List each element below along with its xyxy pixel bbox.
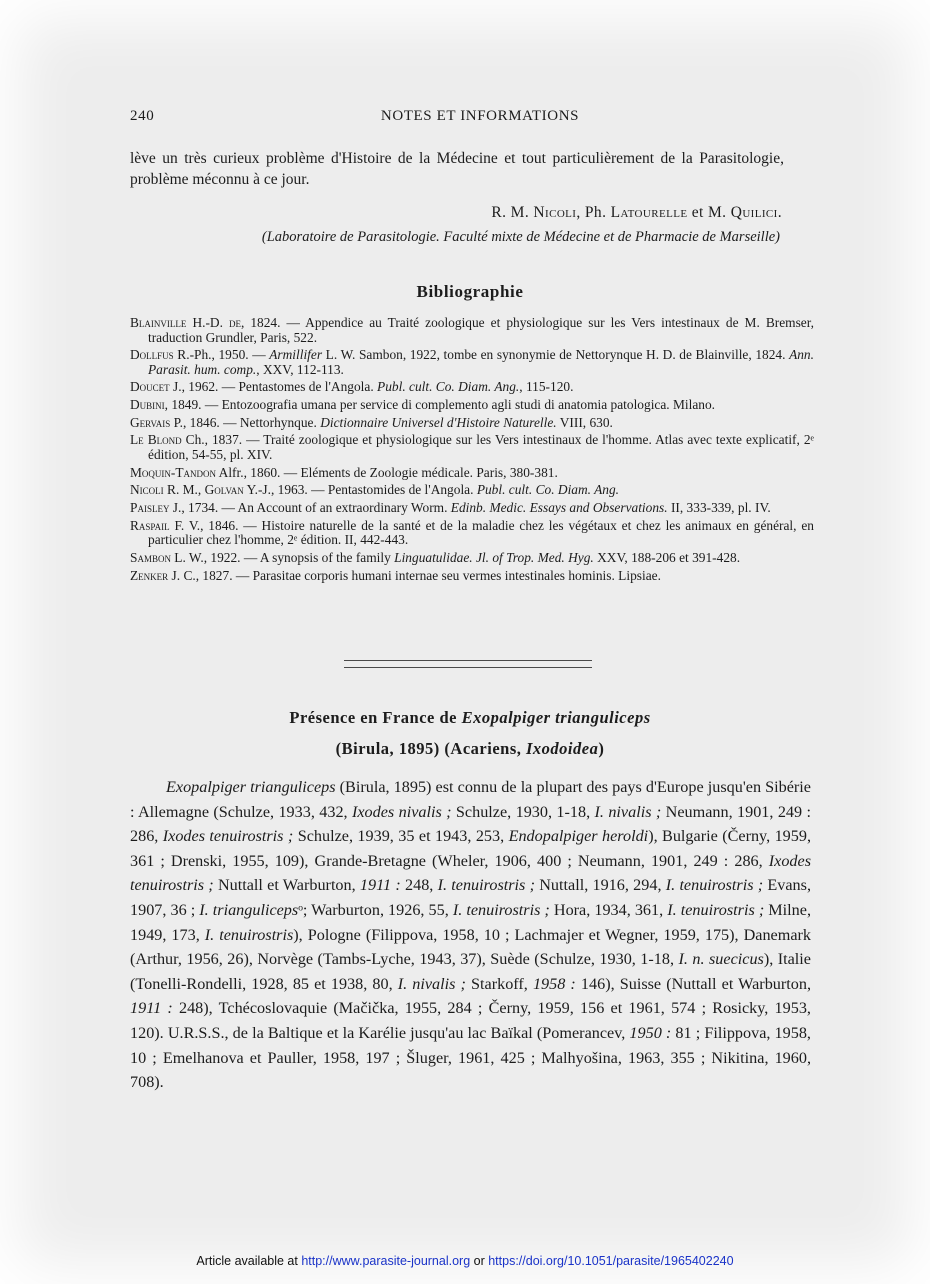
intro-paragraph: lève un très curieux problème d'Histoire de la Médecine et tout particulièrement de la Parasitologie, problème méconnu à ce jour.	[130, 150, 784, 188]
body-italic: I. tenuirostris ;	[667, 900, 765, 919]
bib-text: , 115-120.	[519, 379, 574, 395]
bib-text: Ch., 1837. — Traité zoologique et physiologique sur les Vers intestinaux de l'homme. Atlas avec texte explicatif, 2ᵉ édition, 54-55, pl. XIV.	[148, 432, 814, 462]
bib-entry	[130, 519, 814, 548]
bib-entry	[130, 348, 814, 377]
body-text: ᵒ; Warburton, 1926, 55,	[298, 900, 453, 919]
sig-text: et M.	[687, 204, 731, 221]
bib-entry	[130, 380, 814, 395]
subtitle-taxon: Ixodoidea	[526, 739, 599, 758]
bib-text: Y.-J., 1963. — Pentastomides de l'Angola.	[243, 482, 477, 498]
body-italic: 1958 :	[532, 974, 576, 993]
body-text: Neumann, 1901, 249 : 286,	[130, 802, 811, 846]
bib-entry	[130, 416, 814, 431]
body-text: 248), Tchécoslovaquie (Mačička, 1955, 284 ; Černy, 1959, 156 et 1961, 574 ; Rosicky, 1953, 120). U.R.S.S., de la Baltique et la Karélie jusqu'au lac Baïkal (Pomerancev,	[130, 999, 811, 1042]
bib-entry	[130, 483, 814, 498]
doi-link[interactable]: https://doi.org/10.1051/parasite/1965402240	[488, 1254, 734, 1268]
bib-text: J., 1734. — An Account of an extraordinary Worm.	[169, 500, 451, 515]
bib-entry	[130, 398, 814, 413]
bib-text: R. M.,	[163, 482, 205, 498]
footer-text: Article available at	[196, 1254, 302, 1268]
body-text: Schulze, 1930, 1-18,	[451, 802, 595, 821]
body-text: 81 ; Filippova, 1958, 10 ; Emelhanova et Pauller, 1958, 197 ; Šluger, 1961, 425 ; Malhyošina, 1963, 355 ; Nikitina, 1960, 708).	[130, 1023, 811, 1092]
bib-entry	[130, 501, 814, 516]
body-italic: I. tenuirostris ;	[437, 876, 535, 895]
bib-journal: Linguatulidae. Jl. of Trop. Med. Hyg.	[394, 549, 594, 565]
title-text: Présence en France de	[289, 708, 462, 727]
bib-text: F. V., 1846. — Histoire naturelle de la santé et de la maladie chez les végétaux et chez les animaux en général, en particulier chez l'homme, 2ᵉ édition. II, 442-443.	[148, 517, 814, 548]
bib-author: Gervais	[130, 414, 171, 430]
bib-text: P., 1846. — Nettorhynque.	[170, 414, 321, 430]
author-signature	[491, 204, 782, 222]
running-title: NOTES ET INFORMATIONS	[380, 108, 580, 124]
bib-author: Le Blond	[130, 432, 182, 448]
subtitle-text: (Birula, 1895) (Acariens,	[335, 739, 526, 758]
bib-text: H.-D.	[186, 315, 229, 330]
body-text: (Birula, 1895) est connu de la plupart des pays d'Europe jusqu'en Sibérie : Allemagne (Schulze, 1933, 432,	[130, 778, 811, 821]
body-italic: Endopalpiger heroldi	[508, 827, 649, 846]
bib-author: Sambon	[130, 549, 171, 565]
author-name: Nicoli	[533, 204, 577, 221]
bib-italic: Armillifer	[269, 347, 323, 363]
bib-journal: Publ. cult. Co. Diam. Ang.	[377, 379, 520, 395]
bib-text: Alfr., 1860. — Eléments de Zoologie médicale. Paris, 380-381.	[216, 464, 558, 480]
journal-link[interactable]: http://www.parasite-journal.org	[301, 1254, 471, 1268]
body-italic: I. trianguliceps	[199, 900, 299, 919]
bib-text: , XXV, 112-113.	[256, 361, 344, 377]
bib-entry	[130, 316, 814, 345]
bib-entry	[130, 433, 814, 462]
bibliography-list	[130, 316, 814, 586]
body-italic: 1950 :	[629, 1023, 672, 1042]
bib-journal: Edinb. Medic. Essays and Observations.	[450, 500, 668, 515]
bib-entry	[130, 466, 814, 481]
author-name: Latourelle	[610, 204, 688, 221]
bib-entry	[130, 569, 814, 584]
body-text: ), Italie (Tonelli-Rondelli, 1928, 85 et 1938, 80,	[130, 950, 811, 993]
body-text: Evans, 1907, 36 ;	[130, 876, 811, 919]
body-italic: I. tenuirostris ;	[452, 900, 550, 919]
body-italic: I. tenuirostris ;	[665, 876, 764, 895]
body-text: 146), Suisse (Nuttall et Warburton,	[575, 974, 812, 993]
sig-text: , Ph.	[576, 204, 611, 221]
body-italic: I. tenuirostris	[204, 925, 294, 944]
article-body	[130, 775, 811, 1095]
body-text: Nuttall et Warburton,	[213, 876, 360, 895]
body-italic: 1911 :	[130, 999, 173, 1018]
body-italic: Exopalpiger trianguliceps	[166, 778, 336, 796]
body-text: Hora, 1934, 361,	[549, 900, 668, 919]
bib-text: R.-Ph., 1950. —	[173, 347, 270, 363]
bib-author: Dollfus	[130, 347, 174, 363]
body-text: Schulze, 1939, 35 et 1943, 253,	[293, 827, 509, 846]
bib-author: Paisley	[130, 500, 170, 515]
author-name: Quilici	[730, 204, 778, 221]
body-text: 248,	[400, 876, 438, 895]
body-italic: Ixodes tenuirostris ;	[130, 851, 811, 895]
bib-text: , 1824. — Appendice au Traité zoologique et physiologique sur les Vers intestinaux de M. Bremser, traduction Grundler, Paris, 522.	[148, 315, 814, 345]
bib-author: Zenker	[130, 567, 169, 583]
page-header	[130, 108, 830, 130]
bib-text: , 1849. — Entozoografia umana per service di complemento agli studi di anatomia patologica. Milano.	[164, 397, 716, 413]
bib-author: Nicoli	[130, 482, 164, 498]
body-italic: I. n. suecicus	[678, 950, 764, 969]
title-species: Exopalpiger trianguliceps	[461, 708, 651, 727]
section-divider	[344, 660, 592, 661]
article-title	[130, 708, 810, 728]
bib-author: Blainville	[130, 315, 187, 330]
bib-journal: Ann. Parasit. hum. comp.	[148, 347, 814, 377]
bib-author: Doucet	[130, 379, 170, 395]
bib-text: XXV, 188-206 et 391-428.	[593, 549, 741, 565]
bib-author: Moquin-Tandon	[130, 464, 217, 480]
body-text: ), Pologne (Filippova, 1958, 10 ; Lachmajer et Wegner, 1959, 175), Danemark (Arthur, 1956, 26), Norvège (Tambs-Lyche, 1943, 37), Suède (Schulze, 1930, 1-18,	[130, 925, 811, 969]
bib-author: Raspail	[130, 517, 170, 533]
bib-journal: Dictionnaire Universel d'Histoire Naturelle.	[320, 414, 557, 430]
bib-text: J. C., 1827. — Parasitae corporis humani internae seu vermes intestinales hominis. Lipsiae.	[168, 567, 661, 583]
body-italic: I. nivalis ;	[594, 802, 662, 821]
bib-text: VIII, 630.	[556, 414, 613, 430]
body-italic: 1911 :	[359, 876, 401, 895]
bib-entry	[130, 551, 814, 566]
body-text: Milne, 1949, 173,	[130, 900, 811, 944]
body-text: Nuttall, 1916, 294,	[534, 876, 666, 895]
body-italic: Ixodes tenuirostris ;	[162, 827, 294, 846]
sig-text: .	[777, 204, 782, 221]
page-number: 240	[130, 108, 155, 124]
subtitle-text: )	[598, 739, 605, 758]
body-italic: Ixodes nivalis ;	[351, 802, 452, 821]
section-divider	[344, 667, 592, 668]
article-subtitle	[130, 739, 810, 759]
author-affiliation: (Laboratoire de Parasitologie. Faculté mixte de Médecine et de Pharmacie de Marseille)	[261, 229, 780, 245]
bibliography-heading: Bibliographie	[416, 282, 524, 301]
bib-author: Golvan	[204, 482, 244, 498]
bib-journal: Publ. cult. Co. Diam. Ang.	[476, 482, 620, 498]
bib-text: L. W., 1922. — A synopsis of the family	[170, 549, 395, 565]
body-italic: I. nivalis ;	[397, 974, 466, 993]
bib-text: L. W. Sambon, 1922, tombe en synonymie de Nettorynque H. D. de Blainville, 1824.	[322, 347, 790, 363]
bib-author: Dubini	[130, 397, 165, 413]
body-text: ), Bulgarie (Černy, 1959, 361 ; Drenski, 1955, 109), Grande-Bretagne (Wheler, 1906, 400 ; Neumann, 1901, 249 : 286,	[130, 827, 811, 870]
bib-text: J., 1962. — Pentastomes de l'Angola.	[169, 379, 378, 395]
sig-text: R. M.	[491, 204, 534, 221]
bib-text: II, 333-339, pl. IV.	[667, 500, 771, 515]
bib-text: de	[228, 315, 241, 330]
footer-citation	[0, 1254, 930, 1268]
body-text: Starkoff,	[465, 974, 533, 993]
footer-text: or	[470, 1254, 489, 1268]
